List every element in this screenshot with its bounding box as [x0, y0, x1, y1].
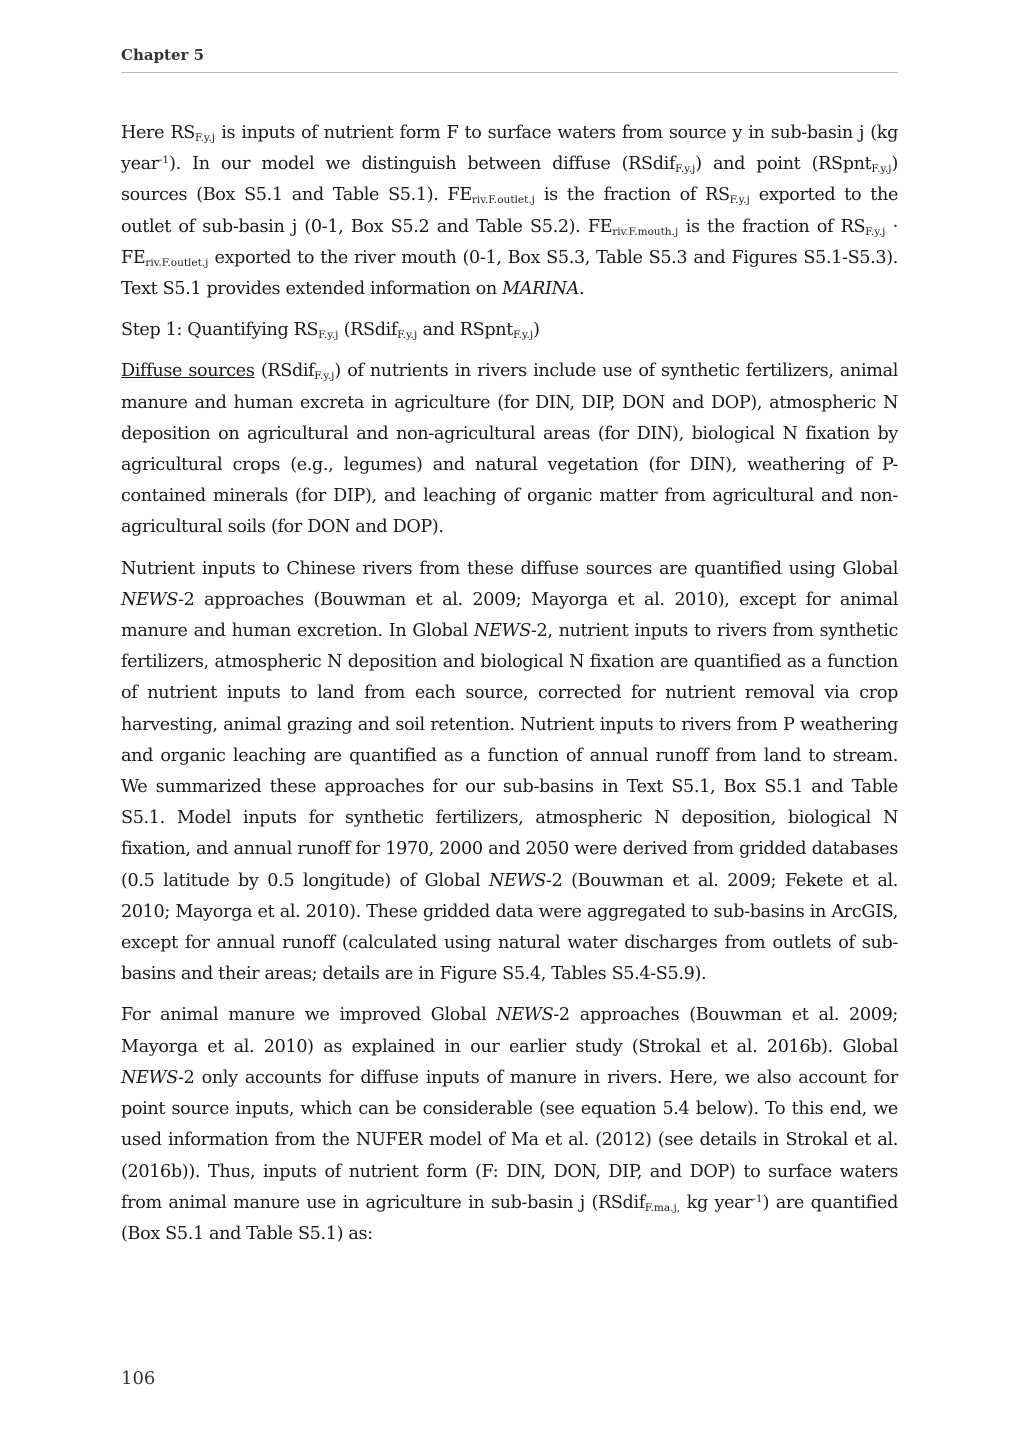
- paragraph-news-approaches: Nutrient inputs to Chinese rivers from these diffuse sources are quantified using Global NEWS-2 approaches (Bouwman et al. 2009; Mayorga et al. 2010), except for animal manure and human excretion. In Global NEWS-2, nutrient inputs to rivers from synthetic fertilizers, atmospheric N deposition and biological N fixation are quantified as a function of nutrient inputs to land from each source, corrected for nutrient removal via crop harvesting, animal grazing and soil retention. Nutrient inputs to rivers from P weathering and organic leaching are quantified as a function of annual runoff from land to stream. We summarized these approaches for our sub-basins in Text S5.1, Box S5.1 and Table S5.1. Model inputs for synthetic fertilizers, atmospheric N deposition, biological N fixation, and annual runoff for 1970, 2000 and 2050 were derived from gridded databases (0.5 latitude by 0.5 longitude) of Global NEWS-2 (Bouwman et al. 2009; Fekete et al. 2010; Mayorga et al. 2010). These gridded data were aggregated to sub-basins in ArcGIS, except for annual runoff (calculated using natural water discharges from outlets of sub-basins and their areas; details are in Figure S5.4, Tables S5.4-S5.9).: [121, 558, 899, 985]
- paragraph-definitions: Here $RS_{F.y.j}$ is inputs of nutrient form F to surface waters from source y in sub-basin j (kg year$^{-1}$). In our model we distinguish between diffuse (RSdif$_{F.y.j}$) and point (RSpnt$_{F.y.j}$) sources (Box S5.1 and Table S5.1). $FE_{riv.F.outlet.j}$ is the fraction of $RS_{F.y.j}$ exported to the outlet of sub-basin j (0-1, Box S5.2 and Table S5.2). $FE_{riv.F.mouth.j}$ is the fraction of $RS_{F.y.j} \cdot FE_{riv.F.outlet.j}$ exported to the river mouth (0-1, Box S5.3, Table S5.3 and Figures S5.1-S5.3). Text S5.1 provides extended information on MARINA.: [121, 123, 899, 300]
- step-heading: Step 1: Quantifying $RS_{F.y.j}$ (RSdif$_{F.y.j}$ and RSpnt$_{F.y.j}$): [121, 320, 540, 342]
- page-number: 106: [121, 1368, 156, 1389]
- paragraph-diffuse-sources: Diffuse sources (RSdif$_{F.y.j}$) of nutrients in rivers include use of synthetic fertilizers, animal manure and human excreta in agriculture (for DIN, DIP, DON and DOP), atmospheric N deposition on agricultural and non-agricultural areas (for DIN), biological N fixation by agricultural crops (e.g., legumes) and natural vegetation (for DIN), weathering of P-contained minerals (for DIP), and leaching of organic matter from agricultural and non-agricultural soils (for DON and DOP).: [121, 361, 898, 538]
- body-text: [121, 118, 898, 1260]
- header-divider: [121, 72, 898, 73]
- paragraph-animal-manure: For animal manure we improved Global NEWS-2 approaches (Bouwman et al. 2009; Mayorga et al. 2010) as explained in our earlier study (Strokal et al. 2016b). Global NEWS-2 only accounts for diffuse inputs of manure in rivers. Here, we also account for point source inputs, which can be considerable (see equation 5.4 below). To this end, we used information from the NUFER model of Ma et al. (2012) (see details in Strokal et al. (2016b)). Thus, inputs of nutrient form (F: DIN, DON, DIP, and DOP) to surface waters from animal manure use in agriculture in sub-basin j (RSdif$_{F.ma.j,}$ kg year$^{-1}$) are quantified (Box S5.1 and Table S5.1) as:: [121, 1005, 899, 1244]
- running-header: Chapter 5: [121, 46, 205, 64]
